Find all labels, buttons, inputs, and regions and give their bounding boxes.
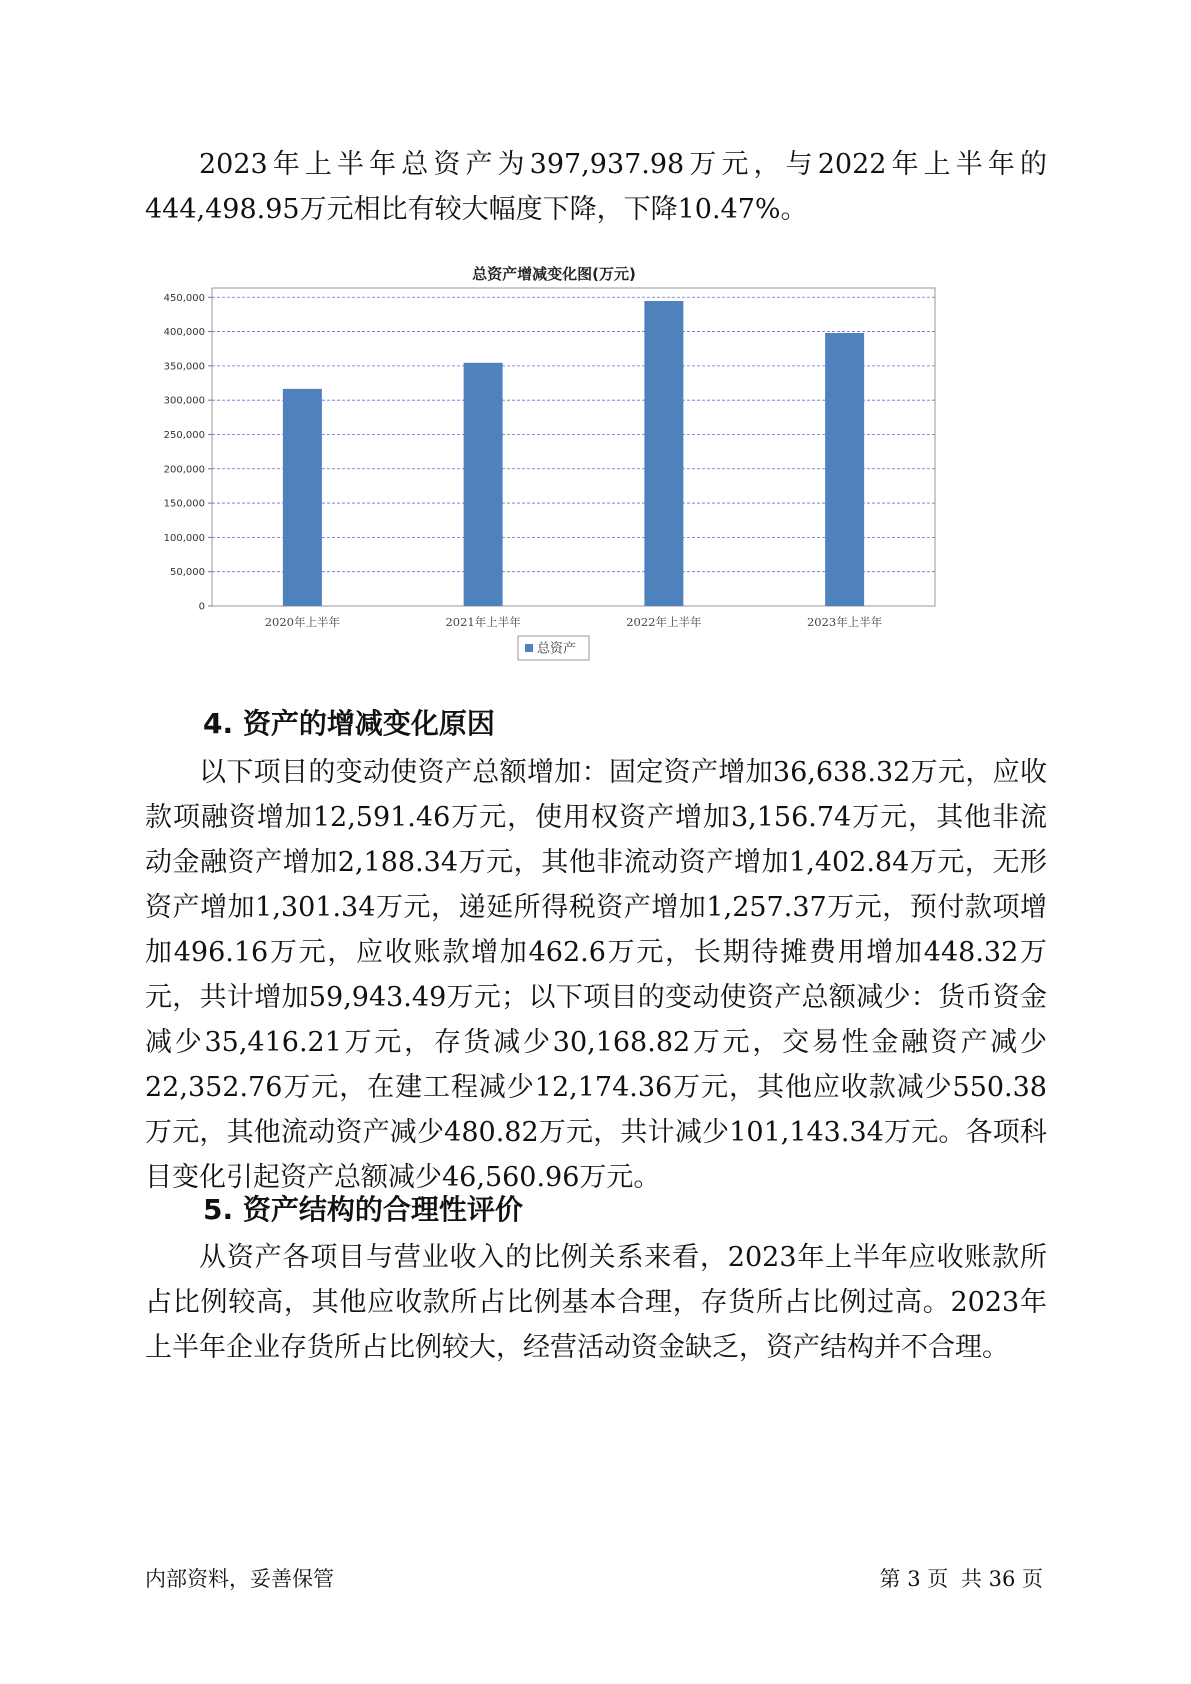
footer-page-info bbox=[874, 1563, 1043, 1593]
footer-confidential: 内部资料，妥善保管 bbox=[145, 1567, 334, 1591]
bar bbox=[464, 363, 503, 606]
y-tick-label: 200,000 bbox=[163, 464, 205, 476]
total-assets-chart bbox=[150, 262, 1010, 717]
legend-swatch bbox=[525, 644, 533, 652]
footer-total-pages: 共 36 页 bbox=[960, 1567, 1043, 1591]
section5-heading: 5. 资产结构的合理性评价 bbox=[203, 1193, 523, 1226]
y-tick-label: 50,000 bbox=[170, 567, 205, 579]
y-tick-label: 450,000 bbox=[163, 292, 205, 304]
intro-paragraph: 2023年上半年总资产为397,937.98万元，与2022年上半年的444,498.95万元相比有较大幅度下降，下降10.47%。 bbox=[145, 149, 1047, 225]
y-tick-label: 0 bbox=[198, 601, 205, 613]
x-tick-label: 2023年上半年 bbox=[806, 615, 883, 629]
x-tick-label: 2022年上半年 bbox=[626, 615, 702, 629]
y-tick-label: 400,000 bbox=[163, 327, 205, 339]
section5-paragraph: 从资产各项目与营业收入的比例关系来看，2023年上半年应收账款所占比例较高，其他应收款所占比例基本合理，存货所占比例过高。2023年上半年企业存货所占比例较大，经营活动资金缺乏，资产结构并不合理。 bbox=[145, 1242, 1047, 1363]
y-tick-label: 150,000 bbox=[163, 498, 205, 510]
y-tick-label: 250,000 bbox=[163, 429, 205, 441]
x-tick-label: 2020年上半年 bbox=[264, 615, 341, 629]
section4-heading: 4. 资产的增减变化原因 bbox=[203, 707, 495, 740]
y-tick-label: 350,000 bbox=[163, 361, 205, 373]
bar bbox=[825, 333, 864, 606]
bar-chart-svg bbox=[150, 262, 1010, 717]
chart-title: 总资产增减变化图(万元) bbox=[472, 265, 636, 284]
bar bbox=[644, 301, 683, 606]
y-tick-label: 300,000 bbox=[163, 395, 205, 407]
footer-page-number: 第 3 页 bbox=[879, 1567, 949, 1591]
legend-label: 总资产 bbox=[537, 641, 577, 657]
x-tick-label: 2021年上半年 bbox=[445, 615, 521, 629]
section4-paragraph: 以下项目的变动使资产总额增加：固定资产增加36,638.32万元，应收款项融资增加12,591.46万元，使用权资产增加3,156.74万元，其他非流动金融资产增加2,188.34万元，其他非流动资产增加1,402.84万元，无形资产增加1,301.34万元，递延所得税资产增加1,257.37万元，预付款项增加496.16万元，应收账款增加462.6万元，长期待摊费用增加448.32万元，共计增加59,943.49万元；以下项目的变动使资产总额减少：货币资金减少35,416.21万元，存货减少30,168.82万元，交易性金融资产减少22,352.76万元，在建工程减少12,174.36万元，其他应收款减少550.38万元，其他流动资产减少480.82万元，共计减少101,143.34万元。各项科目变化引起资产总额减少46,560.96万元。 bbox=[145, 757, 1047, 1193]
bar bbox=[283, 389, 322, 606]
y-tick-label: 100,000 bbox=[163, 532, 205, 544]
